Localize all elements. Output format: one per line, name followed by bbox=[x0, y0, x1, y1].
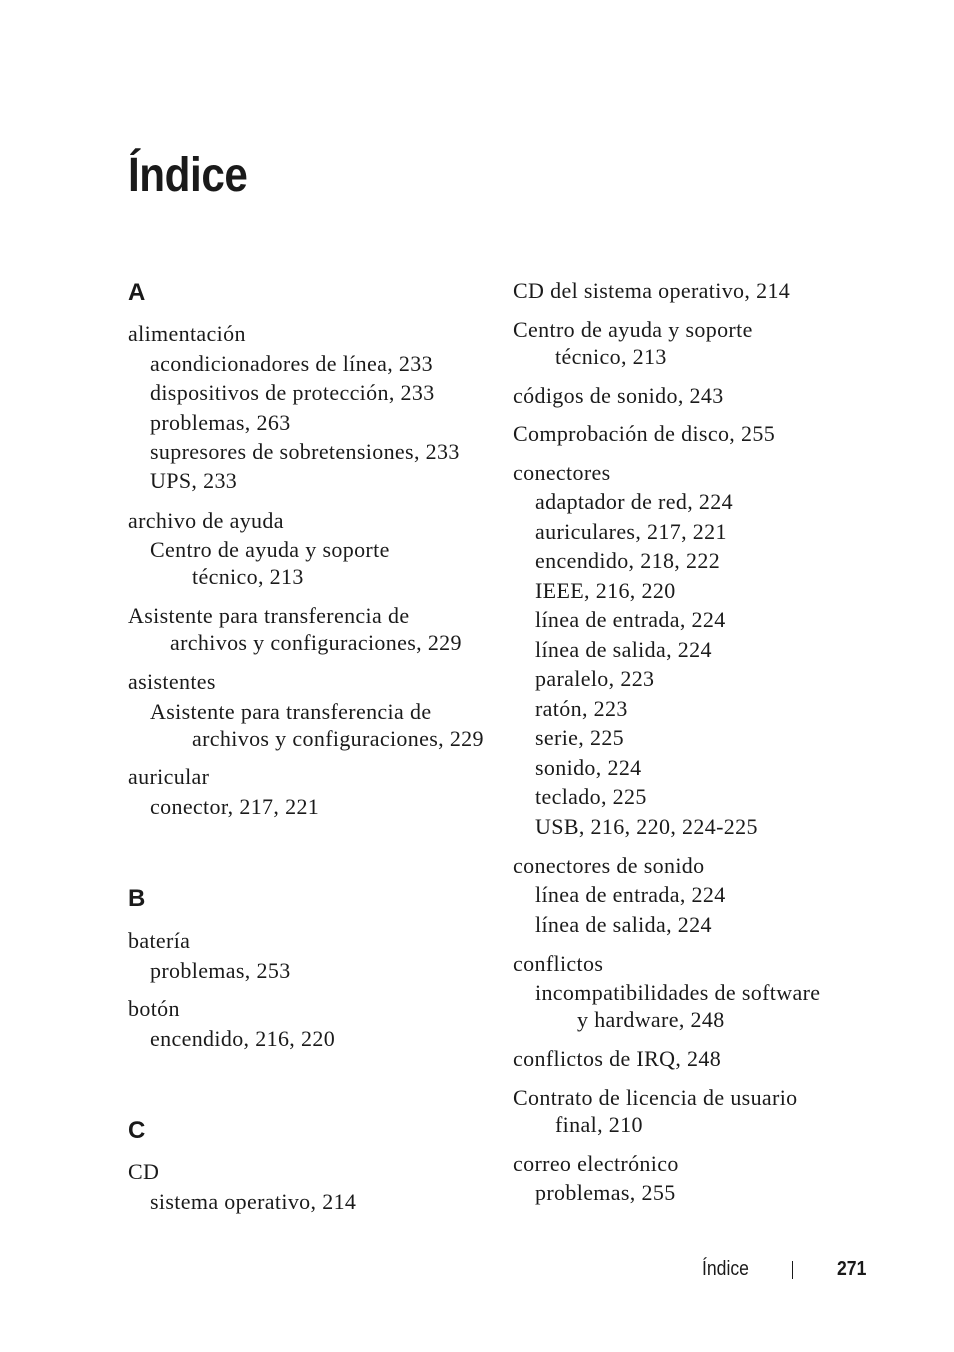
index-subentry: línea de salida, 224 bbox=[535, 637, 712, 662]
index-subentry: problemas, 263 bbox=[150, 410, 291, 435]
index-subentry: encendido, 216, 220 bbox=[150, 1026, 336, 1051]
index-entry-continuation: final, 210 bbox=[555, 1112, 643, 1137]
index-entry: correo electrónico bbox=[513, 1151, 679, 1176]
index-subentry: línea de entrada, 224 bbox=[535, 607, 726, 632]
index-subentry: USB, 216, 220, 224-225 bbox=[535, 814, 758, 839]
page-number: 271 bbox=[837, 1258, 867, 1280]
index-entry: conectores bbox=[513, 460, 611, 485]
index-subentry: línea de entrada, 224 bbox=[535, 882, 726, 907]
index-subentry: adaptador de red, 224 bbox=[535, 489, 733, 514]
index-entry: Centro de ayuda y soporte bbox=[513, 317, 753, 342]
index-subentry: serie, 225 bbox=[535, 725, 625, 750]
index-subentry: supresores de sobretensiones, 233 bbox=[150, 439, 460, 464]
index-subentry: dispositivos de protección, 233 bbox=[150, 380, 435, 405]
index-subentry: sonido, 224 bbox=[535, 755, 642, 780]
index-subentry: IEEE, 216, 220 bbox=[535, 578, 676, 603]
index-entry: CD bbox=[128, 1159, 160, 1184]
index-subentry: conector, 217, 221 bbox=[150, 794, 320, 819]
footer-divider bbox=[792, 1261, 793, 1279]
index-subentry: problemas, 255 bbox=[535, 1180, 676, 1205]
index-subentry: sistema operativo, 214 bbox=[150, 1189, 357, 1214]
index-entry: archivo de ayuda bbox=[128, 508, 284, 533]
index-entry: códigos de sonido, 243 bbox=[513, 383, 724, 408]
index-entry: batería bbox=[128, 928, 191, 953]
index-entry: CD del sistema operativo, 214 bbox=[513, 278, 791, 303]
index-subentry: línea de salida, 224 bbox=[535, 912, 712, 937]
index-subentry: incompatibilidades de software bbox=[535, 980, 821, 1005]
index-entry-continuation: archivos y configuraciones, 229 bbox=[170, 630, 462, 655]
index-entry: auricular bbox=[128, 764, 210, 789]
index-subentry: Asistente para transferencia de bbox=[150, 699, 432, 724]
index-subentry: problemas, 253 bbox=[150, 958, 291, 983]
index-subentry: teclado, 225 bbox=[535, 784, 647, 809]
index-entry: conflictos bbox=[513, 951, 604, 976]
page-title: Índice bbox=[128, 149, 248, 202]
index-entry: conflictos de IRQ, 248 bbox=[513, 1046, 722, 1071]
index-entry: conectores de sonido bbox=[513, 853, 705, 878]
index-entry-continuation: técnico, 213 bbox=[555, 344, 667, 369]
index-subentry: UPS, 233 bbox=[150, 468, 238, 493]
index-entry-continuation: técnico, 213 bbox=[192, 564, 304, 589]
index-letter-heading: A bbox=[128, 279, 146, 306]
index-entry: Comprobación de disco, 255 bbox=[513, 421, 776, 446]
index-entry-continuation: y hardware, 248 bbox=[577, 1007, 725, 1032]
index-subentry: encendido, 218, 222 bbox=[535, 548, 721, 573]
index-entry: alimentación bbox=[128, 321, 246, 346]
index-subentry: auriculares, 217, 221 bbox=[535, 519, 727, 544]
index-subentry: ratón, 223 bbox=[535, 696, 628, 721]
index-entry: asistentes bbox=[128, 669, 216, 694]
index-entry: botón bbox=[128, 996, 180, 1021]
index-letter-heading: B bbox=[128, 885, 146, 912]
index-subentry: Centro de ayuda y soporte bbox=[150, 537, 390, 562]
index-subentry: acondicionadores de línea, 233 bbox=[150, 351, 433, 376]
index-subentry: paralelo, 223 bbox=[535, 666, 655, 691]
index-entry: Contrato de licencia de usuario bbox=[513, 1085, 798, 1110]
index-entry-continuation: archivos y configuraciones, 229 bbox=[192, 726, 484, 751]
index-letter-heading: C bbox=[128, 1117, 146, 1144]
index-entry: Asistente para transferencia de bbox=[128, 603, 410, 628]
footer-section-label: Índice bbox=[702, 1258, 749, 1280]
